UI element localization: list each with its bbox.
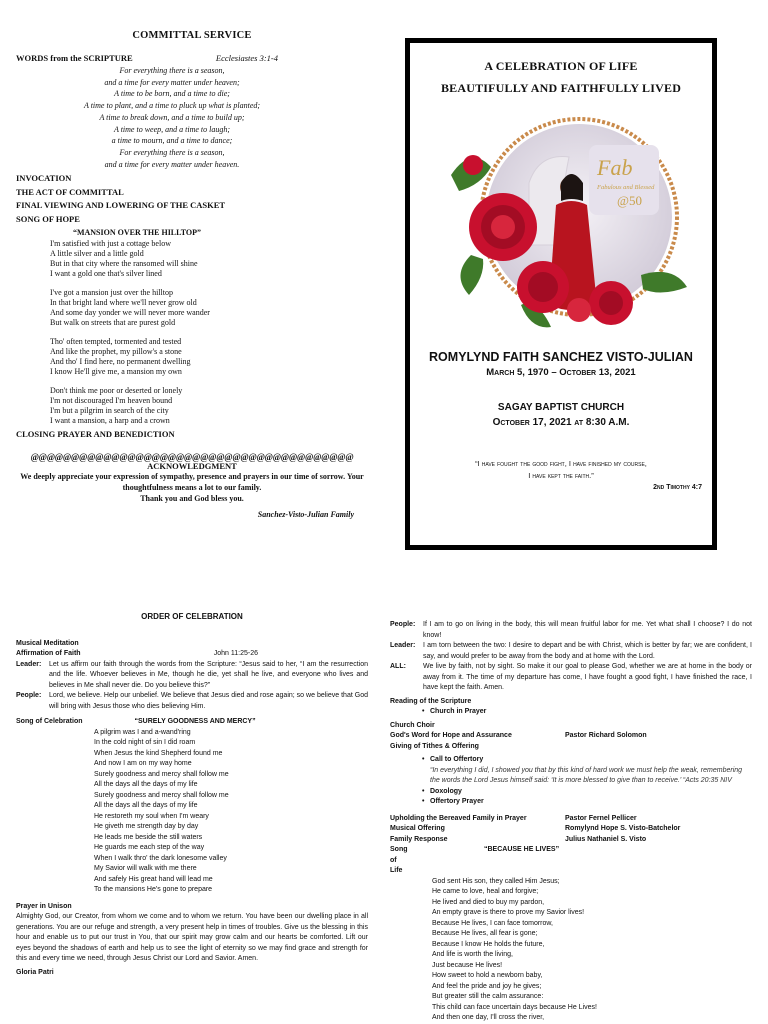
upholding-row: [390, 814, 752, 825]
lyric-line: I want a gold one that's silver lined: [50, 269, 162, 279]
quote-reference: 2nd Timothy 4:7: [653, 484, 702, 491]
lyric-line: Surely goodness and mercy shall follow me: [94, 770, 229, 778]
call-to-offertory-text: “In everything I did, I showed you that by this kind of hard work we must help the weak, remembering the words the Lord Jesus himself said: ‘It is more blessed to give than to receive.’ “Acts 20:35 NIV: [430, 766, 743, 784]
service-datetime: October 17, 2021 at 8:30 A.M.: [492, 417, 630, 428]
people-label: People:: [390, 621, 416, 628]
lyric-line: My Savior will walk with me there: [94, 865, 197, 872]
lyric-line: But walk on streets that are purest gold: [50, 318, 176, 328]
acknowledgment-thanks: Thank you and God bless you.: [140, 493, 244, 503]
verse-line: A time to plant, and a time to pluck up what is planted;: [83, 101, 261, 111]
gloria-patri: Gloria Patri: [16, 968, 54, 976]
church-choir: Church Choir: [390, 721, 435, 729]
family-response-by: Julius Nathaniel S. Visto: [565, 835, 647, 843]
separator-line: @@@@@@@@@@@@@@@@@@@@@@@@@@@@@@@@@@@@@@@@: [30, 451, 354, 462]
call-to-offertory: • Call to Offertory: [390, 755, 752, 766]
lyric-line: Because He lives, all fear is gone;: [432, 930, 538, 937]
upholding-label: Upholding the Bereaved Family in Prayer: [390, 814, 527, 822]
lyric-line: All the days all the days of my life: [94, 802, 198, 809]
lyric-line: How sweet to hold a newborn baby,: [432, 972, 543, 979]
musical-meditation: Musical Meditation: [16, 639, 79, 647]
lyric-line: And safely His great hand will lead me: [94, 875, 213, 883]
church-in-prayer: • Church in Prayer: [390, 707, 752, 718]
lyric-line: An empty grave is there to prove my Savior lives!: [432, 909, 585, 916]
lyric-line: Tho' often tempted, tormented and tested: [50, 337, 182, 347]
song-of-life-title: “BECAUSE HE LIVES”: [484, 846, 560, 853]
upholding-by: Pastor Fernel Pellicer: [565, 814, 637, 822]
cover-panel: [405, 38, 717, 550]
lyric-line: Just because He lives!: [432, 961, 503, 969]
quote-line-2: I have kept the faith.”: [528, 471, 594, 480]
reading-heading: Reading of the Scripture: [390, 697, 472, 705]
words-from-scripture-row: [16, 53, 368, 63]
lyric-line: Don't think me poor or deserted or lonely: [50, 386, 183, 396]
song-stanza-1: [16, 239, 368, 279]
lyric-line: And feel the pride and joy he gives;: [432, 982, 542, 990]
verse-line: and a time for every matter under heaven;: [104, 77, 240, 87]
scripture-quote: [410, 458, 712, 482]
banner-subtext: Fabulous and Blessed: [597, 184, 655, 191]
lyric-line: To the mansions He's gone to prepare: [94, 886, 213, 893]
lyric-line: Because I know He holds the future,: [432, 940, 545, 948]
people-text: If I am to go on living in the body, this will mean fruitful labor for me. Yet what shall I choose? I do not know!: [423, 621, 752, 639]
lyric-line: But in that city where the ransomed will shine: [50, 259, 198, 269]
family-signature: Sanchez-Visto-Julian Family: [257, 509, 354, 519]
words-reference: Ecclesiastes 3:1-4: [215, 53, 278, 63]
lyric-line: He guards me each step of the way: [94, 844, 205, 851]
banner-text: Fab: [597, 155, 633, 180]
verse-line: For everything there is a season,: [119, 147, 225, 157]
lyric-line: And some day yonder we will never more wander: [50, 308, 210, 318]
lyric-line: I'm satisfied with just a cottage below: [50, 239, 171, 249]
leader-text: I am torn between the two: I desire to depart and be with Christ, which is better by far; we are confident, I say, and would prefer to be away from the body and at home with the Lord.: [423, 642, 752, 660]
people-response: [16, 691, 368, 712]
lyric-line: When Jesus the kind Shepherd found me: [94, 749, 223, 757]
family-response-label: Family Response: [390, 835, 448, 843]
cover-title-1: A CELEBRATION OF LIFE: [484, 59, 638, 73]
leader-response: [16, 660, 368, 692]
lyric-line: And now I am on my way home: [94, 760, 192, 767]
lyric-line: Because He lives, I can face tomorrow,: [432, 919, 553, 927]
musical-offering-by: Romylynd Hope S. Visto-Batchelor: [565, 825, 681, 832]
lyric-line: I'm not discouraged I'm heaven bound: [50, 396, 173, 406]
musical-offering-label: Musical Offering: [390, 825, 445, 832]
song-stanza-2: [16, 288, 368, 328]
song-of-hope-heading: SONG OF HOPE: [16, 213, 80, 224]
lyric-line: He lived and died to buy my pardon,: [432, 898, 545, 906]
leader-label: Leader:: [390, 642, 416, 649]
banner-number: @50: [617, 193, 642, 208]
all-response: [390, 662, 752, 694]
lyric-line: Surely goodness and mercy shall follow me: [94, 791, 229, 799]
song-of-life-lyrics: [390, 877, 752, 1024]
order-continued-panel: [390, 620, 752, 1024]
words-label: WORDS from the SCRIPTURE: [16, 53, 133, 63]
lyric-line: And tho' I find here, no permanent dwelling: [50, 357, 191, 367]
lyric-line: I'm but a pilgrim in search of the city: [50, 406, 169, 416]
acknowledgment-text: We deeply appreciate your expression of sympathy, presence and prayers in our time of sorrow. Your thoughtfulness means a lot to our family.: [20, 471, 364, 492]
lyric-line: I've got a mansion just over the hilltop: [50, 288, 173, 298]
prayer-text: Almighty God, our Creator, from whom we come and to whom we return. You have been our dwelling place in all generations. You are our refuge and strength, a very present help in times of troubles. Give us the blessing in this hour and enable us to put our trust in You, that our spirit may grow calm and our hearts be comforted. Lift our eyes beyond the shadows of earth and help us to see the light of eternity so we may find grace and strength for this and every time we need, through Jesus Christ our Lord and Savior. Amen.: [16, 913, 368, 962]
people-text: Lord, we believe. Help our unbelief. We believe that Jesus died and rose again; so we believe that God will bring with Jesus those who dies believing Him.: [49, 692, 368, 710]
cover-title-2: BEAUTIFULLY AND FAITHFULLY LIVED: [440, 81, 682, 95]
affirmation-label: Affirmation of Faith: [16, 650, 81, 657]
affirmation-reference: John 11:25-26: [213, 650, 258, 657]
song-stanza-4: [16, 386, 368, 426]
lyric-line: In the cold night of sin I did roam: [94, 739, 196, 746]
gods-word-by: Pastor Richard Solomon: [565, 732, 647, 739]
offertory-prayer: • Offertory Prayer: [390, 797, 752, 808]
leader-text: Let us affirm our faith through the words from the Scripture: “Jesus said to her, “I am the resurrection and the life. Whoever believes in Me, though he die, yet shall he live, and everyone who lives and believes in Me shall never die. Do you believe this?”: [49, 660, 368, 689]
verse-line: A time to weep, and a time to laugh;: [113, 124, 231, 134]
lyric-line: But greater still the calm assurance:: [432, 993, 544, 1000]
lyric-line: He leads me beside the still waters: [94, 833, 203, 841]
gods-word-label: God's Word for Hope and Assurance: [390, 732, 512, 739]
lyric-line: He came to love, heal and forgive;: [432, 888, 539, 895]
family-response-row: [390, 835, 752, 846]
verse-line: For everything there is a season,: [119, 66, 225, 75]
song-stanza-3: [16, 337, 368, 377]
lyric-line: He restoreth my soul when I'm weary: [94, 812, 209, 820]
order-of-celebration-panel: [16, 612, 368, 1024]
lyric-line: All the days all the days of my life: [94, 781, 198, 788]
lyric-line: He giveth me strength day by day: [94, 823, 199, 830]
lyric-line: I know He'll give me, a mansion my own: [50, 367, 182, 377]
deceased-name: ROMYLYND FAITH SANCHEZ VISTO-JULIAN: [429, 350, 693, 364]
lyric-line: God sent His son, they called Him Jesus;: [432, 877, 560, 885]
song-title: “SURELY GOODNESS AND MERCY”: [134, 718, 256, 725]
song-of-celebration-row: [16, 717, 368, 728]
order-title: ORDER OF CELEBRATION: [141, 612, 243, 621]
lyric-line: A little silver and a little gold: [50, 249, 144, 259]
prayer-heading: Prayer in Unison: [16, 902, 72, 910]
lyric-line: A pilgrim was I and a-wand'ring: [94, 728, 191, 736]
song-label: Song of Celebration: [16, 718, 83, 725]
closing-prayer-heading: CLOSING PRAYER AND BENEDICTION: [16, 429, 175, 440]
verse-line: A time to be born, and a time to die;: [114, 89, 230, 99]
memorial-photo: [411, 105, 711, 340]
leader-response-2: [390, 641, 752, 662]
committal-service-panel: [16, 30, 368, 575]
church-name: SAGAY BAPTIST CHURCH: [497, 402, 625, 413]
lyric-line: In that bright land where we'll never grow old: [50, 298, 197, 308]
lyric-line: This child can face uncertain days because He Lives!: [432, 1003, 597, 1011]
invocation-heading: INVOCATION: [16, 173, 72, 184]
affirmation-row: [16, 649, 368, 660]
leader-label: Leader:: [16, 660, 42, 668]
lyric-line: And life is worth the living,: [432, 951, 513, 958]
people-response-2: [390, 620, 752, 641]
lyric-line: And like the prophet, my pillow's a stone: [50, 347, 182, 357]
song-title: “MANSION OVER THE HILLTOP”: [72, 228, 202, 238]
lyric-line: When I walk thro' the dark lonesome valley: [94, 854, 227, 862]
people-label: People:: [16, 692, 42, 699]
song-lyrics: [16, 728, 368, 896]
ecclesiastes-verse: [16, 65, 368, 170]
all-label: ALL:: [390, 663, 406, 670]
all-text: We live by faith, not by sight. So make it our goal to please God, whether we are at home in the body or away from it. The time of my departure has come, I have fought a good fight, I have finished the race, I have kept the faith. Amen.: [423, 663, 752, 691]
act-of-committal-heading: THE ACT OF COMMITTAL: [16, 186, 124, 197]
committal-title: COMMITTAL SERVICE: [132, 30, 252, 41]
gods-word-row: [390, 731, 752, 742]
doxology: • Doxology: [390, 787, 752, 798]
lyric-line: I want a mansion, a harp and a crown: [50, 416, 170, 426]
verse-line: a time to mourn, and a time to dance;: [111, 136, 233, 146]
musical-offering-row: [390, 824, 752, 835]
photo-frame-illustration: [411, 105, 711, 340]
final-viewing-heading: FINAL VIEWING AND LOWERING OF THE CASKET: [16, 200, 226, 211]
tithes-heading: Giving of Tithes & Offering: [390, 742, 479, 750]
acknowledgment-heading: ACKNOWLEDGMENT: [147, 460, 237, 471]
song-of-life-row: Song of Life “BECAUSE HE LIVES”: [390, 845, 752, 877]
life-dates: March 5, 1970 – October 13, 2021: [486, 367, 636, 378]
verse-line: and a time for every matter under heaven.: [104, 159, 240, 169]
quote-line-1: “I have fought the good fight, I have finished my course,: [475, 459, 647, 468]
verse-line: A time to break down, and a time to build up;: [99, 112, 245, 122]
lyric-line: And then one day, I'll cross the river,: [432, 1014, 545, 1021]
